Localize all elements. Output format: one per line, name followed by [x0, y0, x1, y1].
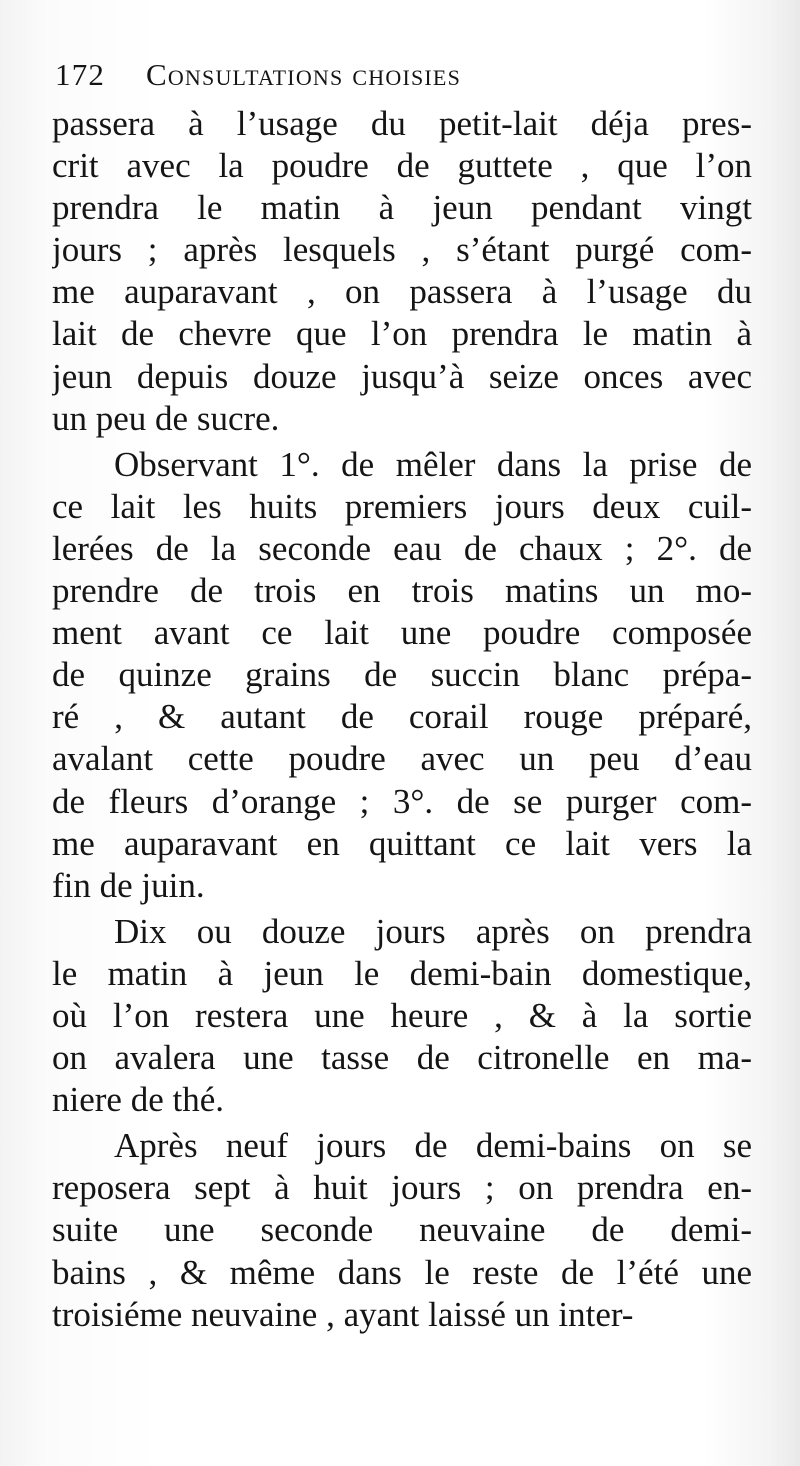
text-line: me auparavant , on passera à l’usage du [52, 272, 752, 312]
text-line: avalant cette poudre avec un peu d’eau [52, 739, 752, 779]
text-line: le matin à jeun le demi-bain domestique, [52, 953, 752, 993]
page-number: 172 [55, 57, 106, 92]
running-title: Consultations choisies [145, 57, 462, 92]
text-line: bains , & même dans le reste de l’été une [52, 1252, 752, 1292]
text-line: ment avant ce lait une poudre composée [52, 613, 752, 653]
text-line: niere de thé. [52, 1080, 224, 1120]
text-line: me auparavant en quittant ce lait vers la [52, 823, 752, 863]
text-line: fin de juin. [52, 865, 205, 905]
text-line: crit avec la poudre de guttete , que l’on [52, 146, 752, 186]
text-line: ré , & autant de corail rouge préparé, [52, 697, 752, 737]
page-text [52, 103, 752, 1336]
text-line: lait de chevre que l’on prendra le matin à [52, 314, 752, 354]
paragraph-3 [52, 911, 752, 1121]
paragraph-4 [52, 1125, 752, 1335]
text-line: reposera sept à huit jours ; on prendra en- [52, 1168, 752, 1208]
text-line: on avalera une tasse de citronelle en ma- [52, 1038, 752, 1078]
text-line: ce lait les huits premiers jours deux cuil- [52, 486, 752, 526]
text-line: prendre de trois en trois matins un mo- [52, 571, 752, 611]
text-line: un peu de sucre. [52, 398, 280, 438]
text-line: où l’on restera une heure , & à la sortie [52, 995, 752, 1035]
paragraph-2 [52, 444, 752, 907]
text-line: jours ; après lesquels , s’étant purgé com- [52, 230, 752, 270]
text-line: suite une seconde neuvaine de demi- [52, 1210, 752, 1250]
running-head [55, 52, 755, 98]
text-line: prendra le matin à jeun pendant vingt [52, 188, 752, 228]
text-line: lerées de la seconde eau de chaux ; 2°. de [52, 528, 752, 568]
text-line: jeun depuis douze jusqu’à seize onces avec [52, 356, 752, 396]
text-line: Dix ou douze jours après on prendra [114, 911, 752, 951]
text-line: Après neuf jours de demi-bains on se [114, 1126, 752, 1166]
text-line: de fleurs d’orange ; 3°. de se purger com- [52, 781, 752, 821]
text-line: troisiéme neuvaine , ayant laissé un inter- [52, 1294, 634, 1334]
text-line: passera à l’usage du petit-lait déja pres- [52, 104, 752, 143]
text-line: Observant 1°. de mêler dans la prise de [114, 444, 752, 484]
paragraph-1 [52, 103, 752, 440]
text-line: de quinze grains de succin blanc prépa- [52, 655, 752, 695]
